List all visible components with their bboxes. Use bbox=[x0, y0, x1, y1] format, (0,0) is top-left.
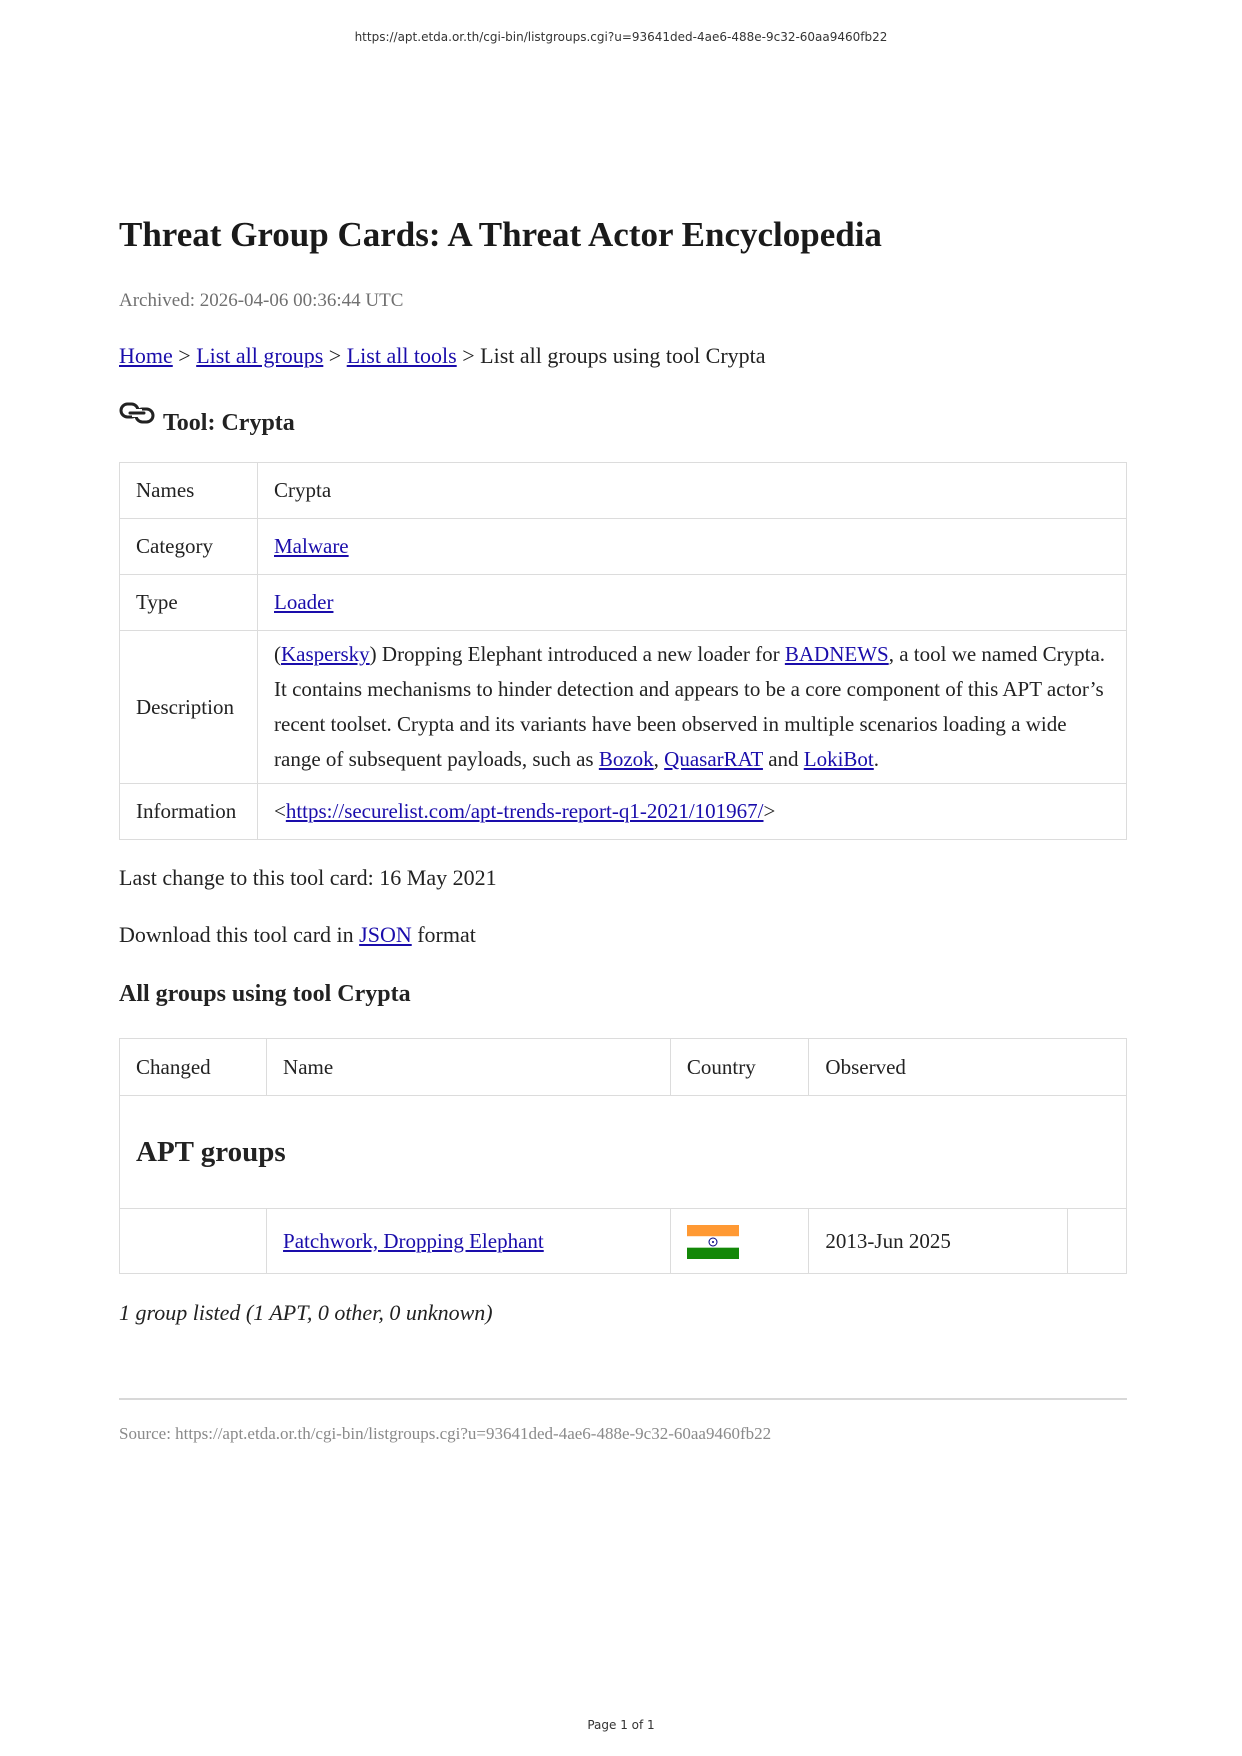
category-cell bbox=[258, 519, 1127, 575]
description-text: , bbox=[653, 747, 665, 771]
link-icon bbox=[119, 401, 155, 425]
table-header-row bbox=[120, 1039, 1127, 1096]
kaspersky-link[interactable]: Kaspersky bbox=[281, 642, 370, 666]
column-header-changed: Changed bbox=[120, 1039, 267, 1096]
print-header-url: https://apt.etda.or.th/cgi-bin/listgroups.cgi?u=93641ded-4ae6-488e-9c32-60aa9460fb22 bbox=[354, 30, 888, 44]
description-text: , a tool we named Crypta. It contains mechanisms to hinder detection and appears to be a core component of this APT actor’s recent toolset. Crypta and its variants have been observed in multiple scenarios loading a wide range of subsequent payloads, such as bbox=[274, 642, 1106, 771]
india-flag-icon bbox=[687, 1225, 739, 1259]
download-text bbox=[119, 920, 1127, 950]
table-row bbox=[120, 575, 1127, 631]
category-label: Category bbox=[120, 519, 258, 575]
tool-title: Tool: Crypta bbox=[163, 410, 295, 436]
breadcrumb-tools-link[interactable]: List all tools bbox=[346, 343, 457, 368]
json-download-link[interactable]: JSON bbox=[359, 922, 412, 947]
information-value bbox=[258, 784, 1127, 840]
names-label: Names bbox=[120, 463, 258, 519]
page-number: Page 1 of 1 bbox=[587, 1718, 655, 1732]
section-title-apt-groups: APT groups bbox=[120, 1096, 1127, 1209]
tool-heading bbox=[119, 401, 1127, 439]
description-text: ) Dropping Elephant introduced a new loader for bbox=[369, 642, 785, 666]
bozok-link[interactable]: Bozok bbox=[598, 747, 654, 771]
description-text: ( bbox=[274, 642, 281, 666]
group-patchwork-link[interactable]: Patchwork, Dropping Elephant bbox=[283, 1228, 544, 1253]
observed-cell: 2013-Jun 2025 bbox=[809, 1209, 1068, 1274]
divider bbox=[119, 1398, 1127, 1400]
information-bracket: > bbox=[763, 799, 776, 823]
breadcrumb bbox=[119, 341, 1127, 371]
table-row bbox=[120, 784, 1127, 840]
table-row bbox=[120, 463, 1127, 519]
type-cell bbox=[258, 575, 1127, 631]
description-text: . bbox=[873, 747, 880, 771]
groups-summary: 1 group listed (1 APT, 0 other, 0 unknown) bbox=[119, 1300, 493, 1325]
description-text: and bbox=[762, 747, 804, 771]
section-row bbox=[120, 1096, 1127, 1209]
source-url: Source: https://apt.etda.or.th/cgi-bin/listgroups.cgi?u=93641ded-4ae6-488e-9c32-60aa9460fb22 bbox=[119, 1424, 772, 1443]
page-content bbox=[119, 210, 1127, 1446]
name-cell bbox=[267, 1209, 671, 1274]
breadcrumb-separator: > bbox=[178, 343, 191, 368]
download-after: format bbox=[411, 922, 476, 947]
category-malware-link[interactable]: Malware bbox=[274, 534, 349, 558]
breadcrumb-separator: > bbox=[462, 343, 475, 368]
page-title: Threat Group Cards: A Threat Actor Encyclopedia bbox=[119, 215, 882, 254]
column-header-observed: Observed bbox=[809, 1039, 1127, 1096]
breadcrumb-home-link[interactable]: Home bbox=[119, 343, 173, 368]
type-loader-link[interactable]: Loader bbox=[274, 590, 334, 614]
badnews-link[interactable]: BADNEWS bbox=[784, 642, 889, 666]
securelist-link[interactable]: https://securelist.com/apt-trends-report-q1-2021/101967/ bbox=[285, 799, 764, 823]
changed-cell bbox=[120, 1209, 267, 1274]
lokibot-link[interactable]: LokiBot bbox=[803, 747, 874, 771]
groups-heading: All groups using tool Crypta bbox=[119, 981, 411, 1007]
tool-info-table bbox=[119, 462, 1127, 840]
breadcrumb-groups-link[interactable]: List all groups bbox=[196, 343, 324, 368]
table-row bbox=[120, 1209, 1127, 1274]
description-label: Description bbox=[120, 631, 258, 784]
column-header-country: Country bbox=[670, 1039, 809, 1096]
column-header-name: Name bbox=[267, 1039, 671, 1096]
breadcrumb-current: List all groups using tool Crypta bbox=[480, 343, 766, 368]
empty-cell bbox=[1068, 1209, 1127, 1274]
information-label: Information bbox=[120, 784, 258, 840]
last-change-text: Last change to this tool card: 16 May 2021 bbox=[119, 865, 497, 890]
download-before: Download this tool card in bbox=[119, 922, 360, 947]
archived-timestamp: Archived: 2026-04-06 00:36:44 UTC bbox=[119, 290, 404, 311]
country-cell bbox=[670, 1209, 809, 1274]
table-row bbox=[120, 631, 1127, 784]
names-value: Crypta bbox=[258, 463, 1127, 519]
quasarrat-link[interactable]: QuasarRAT bbox=[664, 747, 763, 771]
information-bracket: < bbox=[274, 799, 286, 823]
description-value bbox=[258, 631, 1127, 784]
type-label: Type bbox=[120, 575, 258, 631]
table-row bbox=[120, 519, 1127, 575]
groups-table bbox=[119, 1038, 1127, 1274]
breadcrumb-separator: > bbox=[328, 343, 342, 368]
